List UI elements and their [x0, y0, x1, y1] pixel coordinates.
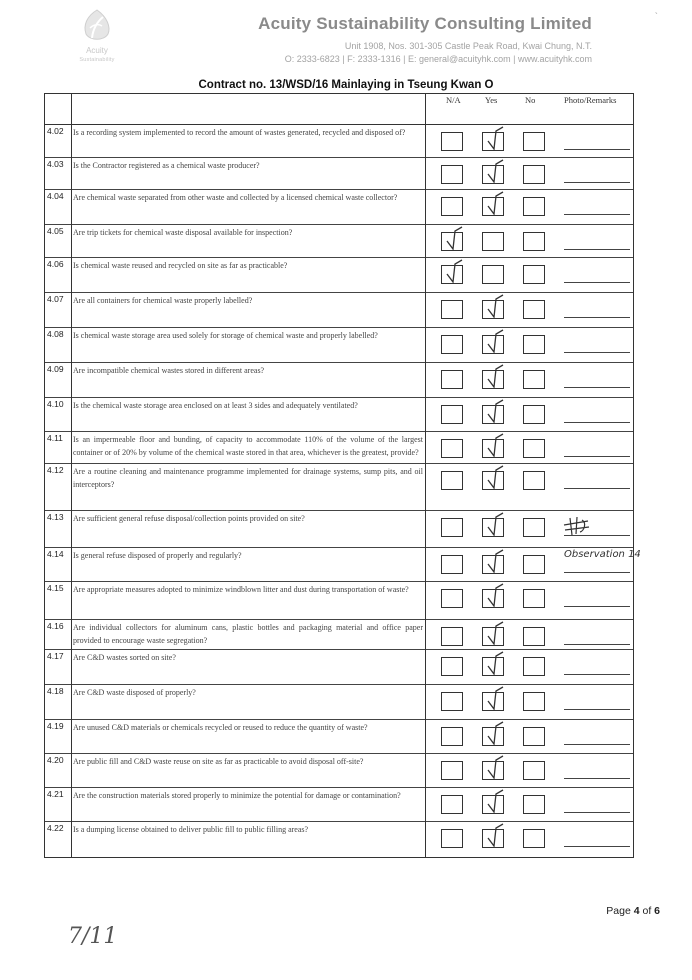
- item-question: Are chemical waste separated from other waste and collected by a licensed chemical waste collector?: [73, 193, 398, 202]
- remarks-line[interactable]: [564, 709, 630, 710]
- item-number: 4.05: [47, 226, 64, 236]
- page-current: 4: [633, 905, 640, 917]
- checkbox-no[interactable]: [523, 555, 545, 574]
- checkbox-na[interactable]: [441, 132, 463, 151]
- checkbox-yes[interactable]: [482, 555, 504, 574]
- checkbox-na[interactable]: [441, 761, 463, 780]
- item-question: Is general refuse disposed of properly and regularly?: [73, 551, 242, 560]
- checklist-row: [45, 224, 633, 258]
- company-address: Unit 1908, Nos. 301-305 Castle Peak Road, Kwai Chung, N.T.: [344, 41, 592, 51]
- item-question: Are all containers for chemical waste properly labelled?: [73, 296, 253, 305]
- check-mark-icon: [483, 582, 511, 610]
- checkbox-na[interactable]: [441, 300, 463, 319]
- checkbox-no[interactable]: [523, 265, 545, 284]
- check-mark-icon: [483, 398, 511, 426]
- checkbox-na[interactable]: [441, 197, 463, 216]
- remarks-line[interactable]: [564, 422, 630, 423]
- remarks-line[interactable]: [564, 214, 630, 215]
- page-number: [606, 905, 660, 917]
- remarks-line[interactable]: [564, 644, 630, 645]
- checklist-row: [45, 510, 633, 548]
- checkbox-yes[interactable]: [482, 589, 504, 608]
- check-mark-icon: [483, 158, 511, 186]
- remarks-line[interactable]: [564, 317, 630, 318]
- checkbox-yes[interactable]: [482, 165, 504, 184]
- item-number: 4.16: [47, 621, 64, 631]
- checkbox-na[interactable]: [441, 439, 463, 458]
- company-name: Acuity Sustainability Consulting Limited: [258, 14, 592, 33]
- item-number: 4.07: [47, 294, 64, 304]
- check-mark-icon: [483, 432, 511, 460]
- item-question: Is the chemical waste storage area enclosed on at least 3 sides and adequately ventilated?: [73, 401, 358, 410]
- item-number: 4.21: [47, 789, 64, 799]
- checklist-row: [45, 753, 633, 788]
- check-mark-icon: [483, 788, 511, 816]
- checkbox-na[interactable]: [441, 471, 463, 490]
- scribble-mark: [562, 515, 592, 537]
- checkbox-yes[interactable]: [482, 300, 504, 319]
- item-number: 4.03: [47, 159, 64, 169]
- checkbox-yes[interactable]: [482, 335, 504, 354]
- checklist-row: [45, 547, 641, 582]
- checkbox-na[interactable]: [441, 370, 463, 389]
- checkbox-yes[interactable]: [482, 405, 504, 424]
- checkbox-yes[interactable]: [482, 232, 504, 251]
- col-divider-answers: [425, 94, 426, 857]
- checkbox-no[interactable]: [523, 300, 545, 319]
- checkbox-yes[interactable]: [482, 692, 504, 711]
- remarks-line[interactable]: [564, 149, 630, 150]
- checkbox-yes[interactable]: [482, 829, 504, 848]
- checkbox-na[interactable]: [441, 165, 463, 184]
- checkbox-no[interactable]: [523, 132, 545, 151]
- item-number: 4.06: [47, 259, 64, 269]
- item-question: Are trip tickets for chemical waste disposal available for inspection?: [73, 228, 293, 237]
- checkbox-na[interactable]: [441, 405, 463, 424]
- checkbox-no[interactable]: [523, 439, 545, 458]
- logo-tagline: Sustainability: [79, 57, 115, 63]
- item-question: Is a dumping license obtained to deliver public fill to public filling areas?: [73, 825, 309, 834]
- checklist-row: [45, 189, 633, 225]
- checkbox-na[interactable]: [441, 589, 463, 608]
- item-question: Are incompatible chemical wastes stored in different areas?: [73, 366, 265, 375]
- remarks-line[interactable]: [564, 674, 630, 675]
- checklist-row: [45, 362, 633, 398]
- checkbox-no[interactable]: [523, 657, 545, 676]
- item-number: 4.11: [47, 433, 63, 443]
- checkbox-na[interactable]: [441, 518, 463, 537]
- check-mark-icon: [483, 464, 511, 492]
- checkbox-no[interactable]: [523, 232, 545, 251]
- item-number: 4.12: [47, 465, 64, 475]
- remarks-line[interactable]: [564, 488, 630, 489]
- checklist-row: [45, 581, 633, 620]
- contract-title: Contract no. 13/WSD/16 Mainlaying in Tseung Kwan O: [198, 79, 494, 91]
- checklist-row: [45, 157, 633, 190]
- checkbox-na[interactable]: [441, 265, 463, 284]
- checkbox-yes[interactable]: [482, 518, 504, 537]
- item-number: 4.15: [47, 583, 64, 593]
- check-mark-icon: [442, 225, 470, 253]
- checkbox-no[interactable]: [523, 370, 545, 389]
- check-mark-icon: [483, 720, 511, 748]
- col-header-yes: Yes: [485, 95, 498, 105]
- checkbox-na[interactable]: [441, 335, 463, 354]
- remarks-line[interactable]: [564, 282, 630, 283]
- logo-leaf-icon: [78, 8, 116, 44]
- checklist-row: [45, 292, 633, 328]
- page-of: of: [639, 905, 655, 917]
- item-question: Are sufficient general refuse disposal/collection points provided on site?: [73, 514, 305, 523]
- checkbox-yes[interactable]: [482, 627, 504, 646]
- col-header-no: No: [525, 95, 536, 105]
- checklist-row: [45, 397, 633, 432]
- checkbox-no[interactable]: [523, 795, 545, 814]
- item-question: Is an impermeable floor and bunding, of capacity to accommodate 110% of the volume of the largest container or of 20% by volume of the chemical waste stored in that area, whichever is the greatest, provide?: [73, 435, 423, 457]
- logo-name: Acuity: [86, 46, 108, 55]
- checklist-row: [45, 787, 633, 822]
- checkbox-no[interactable]: [523, 335, 545, 354]
- col-divider-number: [71, 94, 72, 857]
- checkbox-yes[interactable]: [482, 132, 504, 151]
- check-mark-icon: [483, 363, 511, 391]
- checkbox-yes[interactable]: [482, 439, 504, 458]
- remarks-line[interactable]: [564, 606, 630, 607]
- item-question: Is a recording system implemented to record the amount of wastes generated, recycled and disposed of?: [73, 128, 406, 137]
- item-question: Is the Contractor registered as a chemical waste producer?: [73, 161, 260, 170]
- remarks-line[interactable]: [564, 352, 630, 353]
- page-prefix: Page: [606, 905, 634, 917]
- item-number: 4.22: [47, 823, 64, 833]
- checkbox-yes[interactable]: [482, 657, 504, 676]
- checkbox-no[interactable]: [523, 165, 545, 184]
- check-mark-icon: [483, 754, 511, 782]
- remarks-line[interactable]: [564, 387, 630, 388]
- check-mark-icon: [483, 685, 511, 713]
- checkbox-yes[interactable]: [482, 471, 504, 490]
- item-question: Are the construction materials stored properly to minimize the potential for damage or contamination?: [73, 791, 401, 800]
- checklist-row: [45, 684, 633, 720]
- checklist-row: [45, 463, 633, 511]
- company-logo: [62, 8, 132, 70]
- checklist-row: [45, 431, 633, 464]
- item-question: Are C&D wastes sorted on site?: [73, 653, 176, 662]
- col-header-na: N/A: [446, 95, 461, 105]
- checkbox-no[interactable]: [523, 405, 545, 424]
- item-number: 4.08: [47, 329, 64, 339]
- page-total: 6: [654, 905, 660, 917]
- checkbox-yes[interactable]: [482, 370, 504, 389]
- checkbox-na[interactable]: [441, 627, 463, 646]
- item-question: Is chemical waste storage area used solely for storage of chemical waste and properly labelled?: [73, 331, 378, 340]
- check-mark-icon: [483, 511, 511, 539]
- checkbox-no[interactable]: [523, 692, 545, 711]
- checkbox-no[interactable]: [523, 627, 545, 646]
- check-mark-icon: [483, 822, 511, 850]
- checkbox-no[interactable]: [523, 761, 545, 780]
- checkbox-na[interactable]: [441, 795, 463, 814]
- item-question: Is chemical waste reused and recycled on site as far as practicable?: [73, 261, 288, 270]
- remarks-line[interactable]: [564, 778, 630, 779]
- item-number: 4.17: [47, 651, 64, 661]
- check-mark-icon: [483, 125, 511, 153]
- check-mark-icon: [483, 620, 511, 648]
- item-number: 4.19: [47, 721, 64, 731]
- remarks-line[interactable]: [564, 846, 630, 847]
- checkbox-no[interactable]: [523, 589, 545, 608]
- checklist-row: [45, 821, 633, 859]
- checkbox-na[interactable]: [441, 692, 463, 711]
- check-mark-icon: [483, 650, 511, 678]
- checklist-row: [45, 619, 633, 650]
- item-question: Are appropriate measures adopted to minimize windblown litter and dust during transportation of waste?: [73, 585, 409, 594]
- check-mark-icon: [483, 548, 511, 576]
- item-question: Are unused C&D materials or chemicals recycled or reused to reduce the quantity of waste?: [73, 723, 368, 732]
- checkbox-yes[interactable]: [482, 727, 504, 746]
- item-number: 4.09: [47, 364, 64, 374]
- remarks-line[interactable]: [564, 572, 630, 573]
- item-question: Are C&D waste disposed of properly?: [73, 688, 196, 697]
- item-number: 4.14: [47, 549, 64, 559]
- remarks-line[interactable]: [564, 812, 630, 813]
- checkbox-yes[interactable]: [482, 197, 504, 216]
- table-header-row: [45, 94, 633, 125]
- item-question: Are public fill and C&D waste reuse on site as far as practicable to avoid disposal off-site?: [73, 757, 364, 766]
- remarks-line[interactable]: [564, 249, 630, 250]
- checkbox-yes[interactable]: [482, 795, 504, 814]
- remarks-line[interactable]: [564, 744, 630, 745]
- checkbox-yes[interactable]: [482, 761, 504, 780]
- item-number: 4.02: [47, 126, 64, 136]
- remark-text: Observation 14: [564, 549, 641, 560]
- item-number: 4.18: [47, 686, 64, 696]
- checkbox-yes[interactable]: [482, 265, 504, 284]
- item-number: 4.20: [47, 755, 64, 765]
- check-mark-icon: [442, 258, 470, 286]
- checkbox-na[interactable]: [441, 555, 463, 574]
- checkbox-na[interactable]: [441, 829, 463, 848]
- checkbox-no[interactable]: [523, 197, 545, 216]
- item-number: 4.04: [47, 191, 64, 201]
- checklist-row: [45, 327, 633, 363]
- check-mark-icon: [483, 293, 511, 321]
- checklist-row: [45, 649, 633, 685]
- checkbox-na[interactable]: [441, 657, 463, 676]
- remarks-line[interactable]: [564, 456, 630, 457]
- checkbox-na[interactable]: [441, 232, 463, 251]
- check-mark-icon: [483, 328, 511, 356]
- remarks-line[interactable]: [564, 182, 630, 183]
- checklist-row: [45, 257, 633, 293]
- col-header-remarks: Photo/Remarks: [564, 95, 617, 105]
- checkbox-no[interactable]: [523, 518, 545, 537]
- check-mark-icon: [483, 190, 511, 218]
- handwritten-date: 7/11: [68, 924, 118, 949]
- item-number: 4.13: [47, 512, 64, 522]
- checkbox-no[interactable]: [523, 727, 545, 746]
- checkbox-no[interactable]: [523, 471, 545, 490]
- item-question: Are individual collectors for aluminum cans, plastic bottles and packaging material and office paper provided to encourage waste segregation?: [73, 623, 423, 645]
- item-question: Are a routine cleaning and maintenance programme implemented for drainage systems, sump pits, and oil interceptors?: [73, 467, 423, 489]
- checklist-row: [45, 124, 633, 158]
- item-number: 4.10: [47, 399, 64, 409]
- company-contact: O: 2333-6823 | F: 2333-1316 | E: general@acuityhk.com | www.acuityhk.com: [284, 54, 592, 64]
- checklist-table: [44, 93, 641, 858]
- checklist-row: [45, 719, 633, 754]
- checkbox-na[interactable]: [441, 727, 463, 746]
- checkbox-no[interactable]: [523, 829, 545, 848]
- corner-mark: `: [654, 12, 658, 23]
